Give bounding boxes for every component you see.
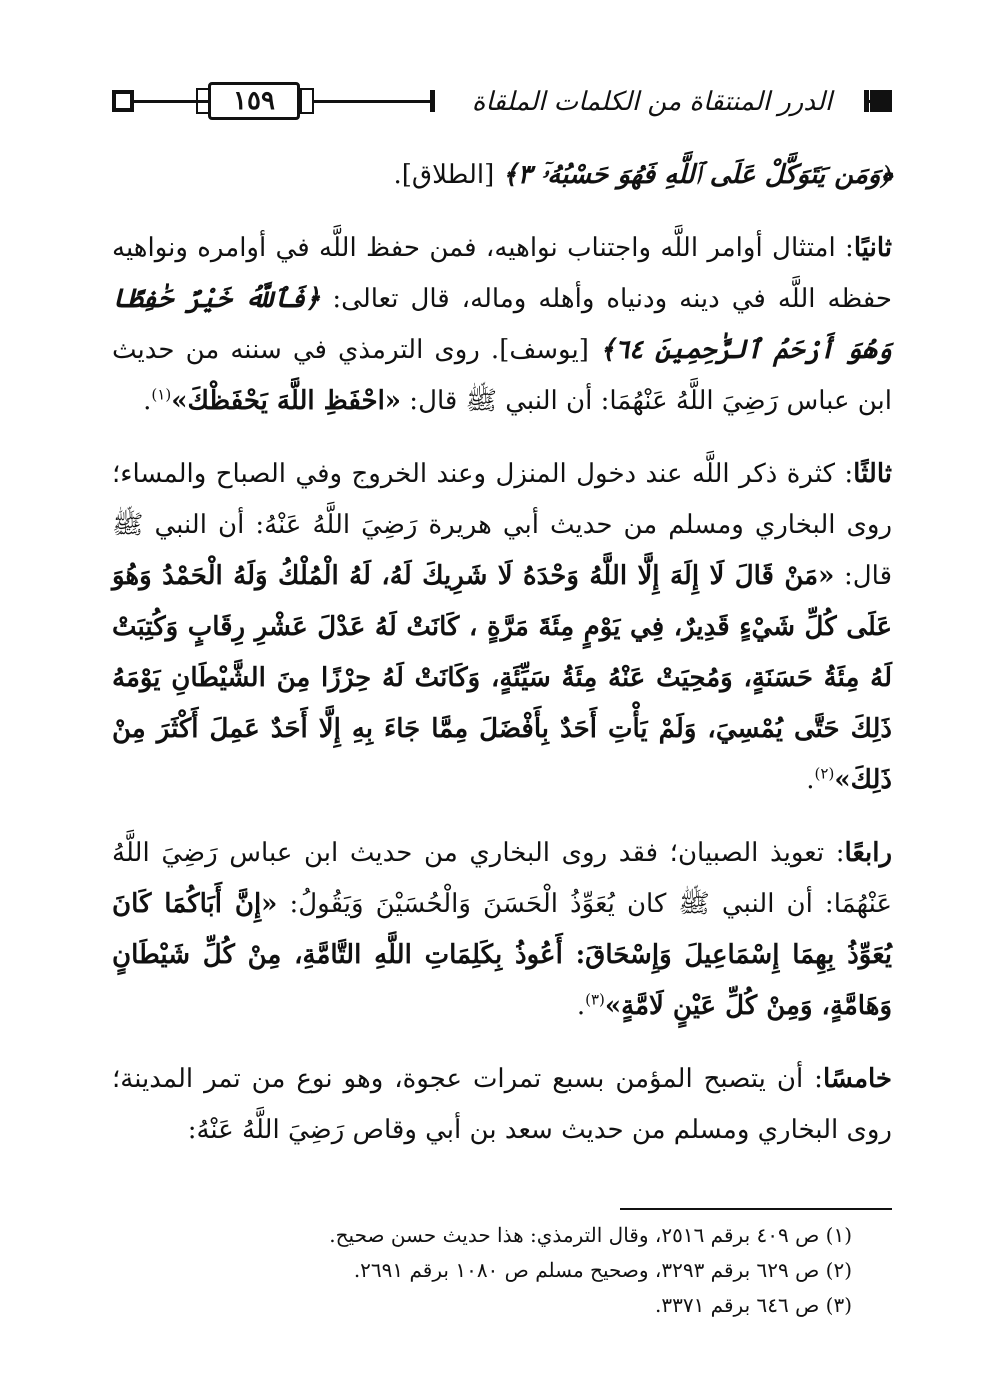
- page-body: [112, 150, 892, 1178]
- paragraph-fifth: [112, 1054, 892, 1156]
- footnote-marker: (٢): [814, 764, 835, 783]
- ornament-square-outline-icon: [112, 90, 134, 112]
- footnotes: [112, 1218, 892, 1323]
- paragraph-third: [112, 449, 892, 806]
- hadith-text: «مَنْ قَالَ لَا إِلَهَ إِلَّا اللَّهُ وَحْدَهُ لَا شَرِيكَ لَهُ، لَهُ الْمُلْكُ وَلَهُ الْحَمْدُ وَهُوَ عَلَى كُلِّ شَيْءٍ قَدِيرٌ، فِي يَوْمٍ مِئَةَ مَرَّةٍ ، كَانَتْ لَهُ عَدْلَ عَشْرِ رِقَابٍ وَكُتِبَتْ لَهُ مِئَةُ حَسَنَةٍ، وَمُحِيَتْ عَنْهُ مِئَةُ سَيِّئَةٍ، وَكَانَتْ لَهُ حِرْزًا مِنَ الشَّيْطَانِ يَوْمَهُ ذَلِكَ حَتَّى يُمْسِيَ، وَلَمْ يَأْتِ أَحَدٌ بِأَفْضَلَ مِمَّا جَاءَ بِهِ إِلَّا أَحَدٌ عَمِلَ أَكْثَرَ مِنْ ذَلِكَ»: [112, 561, 892, 795]
- quran-verse: ﴿فَٱللَّهُ خَيْرٌ حَٰفِظًا وَهُوَ أَرْحَمُ ٱلرَّٰحِمِينَ ٦٤﴾: [112, 284, 892, 365]
- paragraph-end: .: [806, 765, 815, 795]
- paragraph-end: .: [143, 386, 152, 416]
- paragraph-fourth: [112, 828, 892, 1032]
- paragraph-text: : تعويذ الصبيان؛ فقد روى البخاري من حديث ابن عباس رَضِيَ اللَّهُ عَنْهُمَا: أن النبي ﷺ كان يُعَوِّذُ الْحَسَنَ وَالْحُسَيْنَ وَيَقُولُ:: [112, 838, 892, 919]
- paragraph-lead: ثالثًا: [853, 459, 892, 489]
- surah-reference: [الطلاق].: [393, 160, 495, 190]
- quran-verse: ﴿وَمَن يَتَوَكَّلْ عَلَى ٱللَّهِ فَهُوَ حَسْبُهُۥٓ ٣﴾: [502, 160, 892, 190]
- paragraph-text: : امتثال أوامر اللَّه واجتناب نواهيه، فمن حفظ اللَّه في أوامره ونواهيه حفظه اللَّه في دينه ودنياه وأهله وماله، قال تعالى:: [112, 233, 893, 314]
- running-title: الدرر المنتقاة من الكلمات الملقاة: [442, 82, 862, 122]
- footnote-item: (٣) ص ٦٤٦ برقم ٣٣٧١.: [654, 1293, 852, 1317]
- page-header: [112, 82, 892, 126]
- paragraph-lead: خامسًا: [822, 1064, 892, 1094]
- footnote-divider: [620, 1208, 892, 1210]
- paragraph-text: : كثرة ذكر اللَّه عند دخول المنزل وعند الخروج وفي الصباح والمساء؛ روى البخاري ومسلم من حديث أبي هريرة رَضِيَ اللَّهُ عَنْهُ: أن النبي ﷺ قال:: [112, 459, 892, 591]
- ornament-square-filled-icon: [870, 90, 892, 112]
- paragraph-text: [يوسف]. روى الترمذي في سننه من حديث ابن عباس رَضِيَ اللَّهُ عَنْهُمَا: أن النبي ﷺ قال:: [112, 335, 892, 416]
- page-number: ١٥٩: [208, 82, 300, 120]
- paragraph-end: .: [576, 991, 586, 1021]
- paragraph-text: : أن يتصبح المؤمن بسبع تمرات عجوة، وهو نوع من تمر المدينة؛ روى البخاري ومسلم من حديث سعد بن أبي وقاص رَضِيَ اللَّهُ عَنْهُ:: [112, 1064, 892, 1145]
- paragraph-lead: رابعًا: [844, 838, 892, 868]
- footnote-item: (١) ص ٤٠٩ برقم ٢٥١٦، وقال الترمذي: هذا حديث حسن صحيح.: [329, 1223, 852, 1247]
- hadith-text: «إِنَّ أَبَاكُمَا كَانَ يُعَوِّذُ بِهِمَا إِسْمَاعِيلَ وَإِسْحَاقَ: أَعُوذُ بِكَلِمَاتِ اللَّهِ التَّامَّةِ، مِنْ كُلِّ شَيْطَانٍ وَهَامَّةٍ، وَمِنْ كُلِّ عَيْنٍ لَامَّةٍ»: [112, 889, 892, 1021]
- paragraph-second: [112, 223, 892, 427]
- hadith-text: «احْفَظِ اللَّهَ يَحْفَظْكَ»: [171, 386, 402, 416]
- ornament-tick-icon: [430, 90, 435, 112]
- footnote-marker: (١): [151, 385, 172, 404]
- verse-paragraph: [112, 150, 892, 201]
- footnote-marker: (٣): [585, 990, 605, 1009]
- ornament-line-middle: [312, 100, 430, 103]
- footnote-item: (٢) ص ٦٢٩ برقم ٣٢٩٣، وصحيح مسلم ص ١٠٨٠ برقم ٢٦٩١.: [353, 1258, 852, 1282]
- paragraph-lead: ثانيًا: [853, 233, 892, 263]
